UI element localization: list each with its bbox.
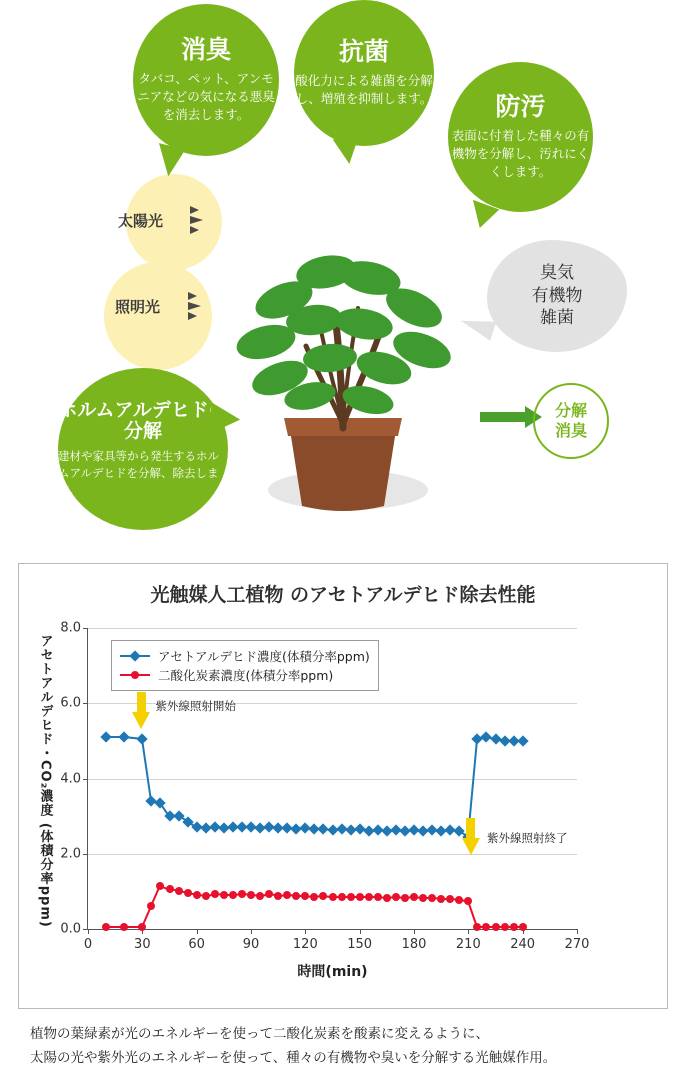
chart-data-point [327,825,338,836]
callout-deodorization-title: 消臭 [180,34,231,64]
smell-cloud-text [532,262,583,331]
chart-data-point [383,894,391,902]
chart-data-point [392,893,400,901]
chart-x-tick-label: 120 [292,937,318,952]
decompose-arrow-icon [480,412,526,422]
chart-y-tick-label: 4.0 [60,771,81,786]
callout-antibacterial-tail [333,137,362,166]
chart-y-axis-title [35,626,55,936]
callout-formaldehyde [58,368,228,530]
decompose-result-line-2: 消臭 [554,421,587,440]
chart-legend [111,640,379,691]
chart-x-tick [414,929,415,934]
chart-data-point [175,887,183,895]
legend-swatch-co2 [120,674,150,676]
callout-formaldehyde-body: 建材や家具等から発生するホルムアルデヒドを分解、除去します。 [58,449,219,497]
chart-x-tick-label: 0 [83,937,93,952]
chart-gridline [88,854,577,855]
chart-data-point [193,891,201,899]
chart-x-tick-label: 270 [564,937,590,952]
uv-end-annotation-arrow [462,838,480,855]
chart-x-tick-label: 210 [455,937,481,952]
chart-data-point [292,892,300,900]
chart-y-tick-label: 8.0 [60,620,81,636]
chart-x-tick-label: 30 [134,937,151,952]
chart-data-point [338,893,346,901]
chart-data-point [229,891,237,899]
chart-data-point [482,923,490,931]
chart-x-tick-label: 240 [510,937,536,952]
chart-data-point [347,893,355,901]
chart-x-tick [468,929,469,934]
chart-data-point [301,892,309,900]
chart-data-point [446,895,454,903]
footer-caption-line-2: 太陽の光や紫外光のエネルギーを使って、種々の有機物や臭いを分解する光触媒作用。 [30,1050,557,1067]
chart-data-point [274,892,282,900]
chart-y-tick [83,854,88,855]
footer-caption [30,1022,670,1071]
chart-data-point [100,731,111,742]
callout-antibacterial-body: 酸化力による雑菌を分解し、増殖を抑制します。 [295,72,433,106]
legend-swatch-acetaldehyde [120,655,150,657]
chart-x-tick [360,929,361,934]
chart-data-point [220,891,228,899]
sunlight-label: 太陽光 [118,212,164,230]
chart-data-point [329,893,337,901]
uv-end-annotation-arrow-stem [466,818,475,840]
chart-data-point [310,893,318,901]
callout-antifouling-tail [465,200,500,232]
callout-antifouling-title: 防汚 [495,91,546,121]
callout-formaldehyde-tail [208,403,241,438]
chart-x-tick-label: 60 [188,937,205,952]
footer-caption-line-1: 植物の葉緑素が光のエネルギーを使って二酸化炭素を酸素に変えるように、 [30,1026,489,1042]
chart-data-point [102,923,110,931]
chart-data-point [410,893,418,901]
chart-data-point [492,923,500,931]
chart-data-point [238,890,246,898]
chart-y-tick-label: 6.0 [60,695,81,711]
chart-x-tick-label: 150 [347,937,373,952]
chart-data-point [247,891,255,899]
uv-end-annotation-text: 紫外線照射終了 [486,830,568,845]
chart-data-point [138,923,146,931]
chart-data-point [365,893,373,901]
lamplight-label: 照明光 [115,298,161,316]
callout-antibacterial [294,0,434,146]
smell-cloud-line-2: 有機物 [531,285,583,306]
uv-start-annotation-arrow-stem [137,692,146,714]
chart-data-point [120,923,128,931]
chart-x-tick [577,929,578,934]
chart-y-tick-label: 0.0 [60,921,81,937]
chart-data-point [137,733,148,744]
chart-title: 光触媒人工植物 のアセトアルデヒド除去性能 [150,584,536,606]
chart-data-point [156,882,164,890]
chart-data-point [517,735,528,746]
chart-x-tick-label: 90 [242,937,260,952]
chart-data-point [356,893,364,901]
legend-item-co2 [120,665,370,684]
legend-label-acetaldehyde: アセトアルデヒド濃度(体積分率ppm) [158,648,370,664]
chart-gridline [88,779,577,780]
chart-data-point [428,894,436,902]
chart-x-tick [88,929,89,934]
smell-cloud-line-3: 雑菌 [540,308,574,329]
chart-data-point [256,892,264,900]
chart-x-tick [305,929,306,934]
chart-line-segment [141,739,152,801]
chart-data-point [401,894,409,902]
callout-antibacterial-title: 抗菌 [338,37,389,66]
chart-data-point [184,889,192,897]
lamplight-rays-icon [188,292,201,320]
chart-data-point [419,894,427,902]
legend-item-acetaldehyde [120,646,370,665]
chart-y-axis-title-text: アセトアルデヒド・CO₂濃度 (体積分率ppm) [37,634,53,928]
chart-y-tick [83,779,88,780]
chart-data-point [473,923,481,931]
performance-chart-panel [18,563,668,1009]
chart-data-point [319,892,327,900]
sunlight-rays-icon [190,206,203,234]
legend-label-co2: 二酸化炭素濃度(体積分率ppm) [158,667,334,683]
chart-data-point [283,891,291,899]
chart-y-tick [83,703,88,704]
plant-illustration [218,238,468,528]
chart-data-point [519,923,527,931]
callout-deodorization [133,4,279,156]
chart-data-point [147,902,155,910]
smell-cloud [487,240,627,352]
chart-y-tick-label: 2.0 [60,846,81,862]
callout-antifouling [448,62,593,212]
chart-y-tick [83,628,88,629]
chart-data-point [119,731,130,742]
chart-data-point [202,892,210,900]
chart-x-tick-label: 180 [401,937,427,952]
uv-start-annotation-text: 紫外線照射開始 [155,698,236,713]
callout-formaldehyde-title: ホルムアルデヒドの分解 [58,398,228,443]
chart-data-point [374,893,382,901]
chart-data-point [510,923,518,931]
chart-data-point [501,923,509,931]
uv-start-annotation-arrow [132,712,150,729]
chart-x-axis-title: 時間(min) [297,964,368,980]
chart-data-point [464,897,472,905]
decompose-result-line-1: 分解 [554,401,587,420]
chart-x-tick [197,929,198,934]
chart-x-tick [251,929,252,934]
chart-data-point [265,890,273,898]
callout-deodorization-body: タバコ、ペット、アンモニアなどの気になる悪臭を消去します。 [137,70,275,122]
chart-data-point [455,896,463,904]
callout-antifouling-body: 表面に付着した種々の有機物を分解し、汚れにくくします。 [451,127,590,179]
decompose-result-circle [533,383,609,459]
chart-data-point [166,885,174,893]
chart-data-point [437,895,445,903]
chart-data-point [345,825,356,836]
smell-cloud-line-1: 臭気 [540,262,574,283]
chart-data-point [211,890,219,898]
chart-gridline [88,628,577,629]
